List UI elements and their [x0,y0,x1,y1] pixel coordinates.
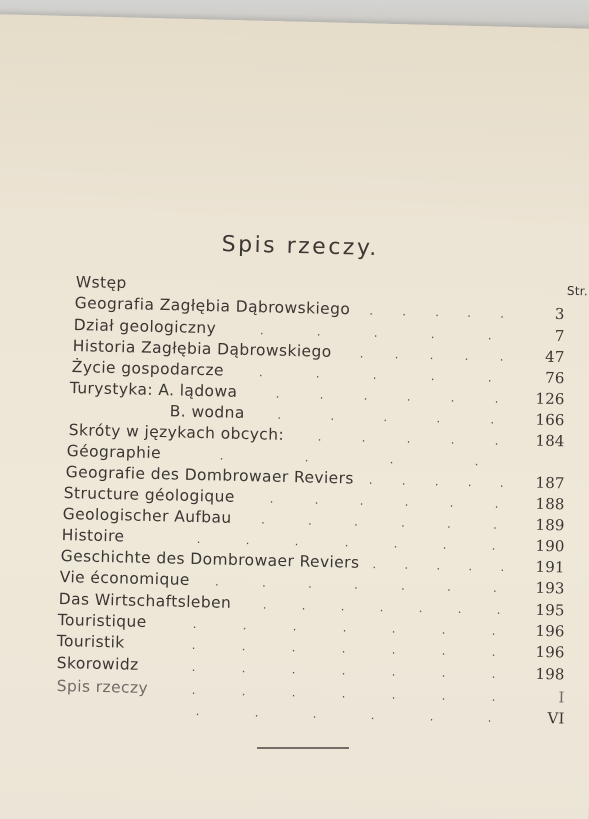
leader-dot: . [418,601,424,616]
leader-dot: . [487,710,493,725]
page-column-header: Str. [566,283,588,299]
leader-dot: . [499,349,505,364]
toc-entry-label: Geschichte des Dombrowaer Reviers [60,547,360,572]
leader-dot: . [269,491,275,506]
leader-dot: . [291,662,297,677]
leader-dot: . [436,558,441,573]
leader-dot: . [307,576,313,591]
leader-dot: . [404,557,409,572]
leader-dot: . [319,387,325,402]
leader-dot: . [496,602,502,618]
leader-dot: . [492,580,498,595]
toc-entry-page: 196 [535,642,565,662]
leader-dot: . [491,538,497,553]
leader-dot: . [487,370,493,385]
toc-entry-page: 3 [554,304,565,324]
toc-entry-page: VI [547,709,565,728]
leader-dot: . [430,369,436,384]
leader-dot: . [441,622,447,637]
leader-dot: . [491,689,497,704]
leader-dot: . [491,644,497,659]
leader-dot: . [468,559,473,574]
leader-dot: . [316,324,322,339]
leader-dot: . [361,430,367,445]
leader-dot: . [406,431,412,446]
leader-dot: . [494,433,500,448]
toc-entry-label: Spis rzeczy [56,677,149,698]
leader-dot: . [487,328,493,343]
leader-dot: . [341,641,347,656]
leader-dot: . [191,660,197,675]
toc-entry-label: Geografie des Dombrowaer Reviers [65,463,355,488]
leader-dot: . [369,303,374,318]
leader-dot: . [400,515,406,530]
leader-dot: . [241,639,247,654]
leader-dot: . [457,602,463,617]
leader-dot: . [446,579,452,594]
toc-entry-label: Życie gospodarcze [71,358,225,380]
toc-entry-label: Structure géologique [63,484,235,506]
toc-entry-label: Skorowidz [56,654,139,674]
toc-entry-page: 189 [535,515,565,535]
toc-entry-label: Histoire [61,526,125,546]
leader-dot: . [442,537,448,552]
leader-dot: . [342,620,348,635]
leader-dot: . [277,407,282,422]
leader-dot: . [406,389,412,404]
leader-dot: . [312,706,318,721]
toc-entry-page: 126 [535,389,565,409]
leader-dot: . [307,513,313,528]
leader-dot: . [389,452,395,467]
leader-dots [353,470,517,494]
leader-dot: . [370,708,376,723]
leader-dot: . [363,388,369,403]
leader-dot: . [391,642,397,657]
leader-dot: . [359,346,365,361]
leader-dot: . [450,390,456,405]
leader-dot: . [441,665,447,680]
leader-dot: . [500,306,505,321]
leader-dot: . [192,617,198,632]
leader-dot: . [344,535,350,550]
leader-dot: . [301,598,307,613]
leader-dot: . [260,512,266,527]
leader-dot: . [242,618,248,633]
toc-entry-page: 190 [535,536,565,556]
toc-entry-label: Touristique [57,611,147,632]
leader-dot: . [500,559,505,575]
toc-entry-page: 47 [544,347,565,367]
leader-dot: . [499,475,505,490]
leader-dot: . [317,429,323,444]
toc-entry-label: Skróty w językach obcych: [68,421,285,444]
toc-entry-page: 187 [535,473,565,493]
leader-dot: . [341,686,347,701]
leader-dot: . [359,493,365,508]
leader-dot: . [245,533,251,548]
toc-entry-label: Touristik [56,632,125,652]
leader-dot: . [429,709,435,724]
toc-entry-label: Das Wirtschaftsleben [58,590,232,612]
leader-dot: . [292,619,298,634]
leader-dot: . [404,494,410,509]
leader-dot: . [195,704,201,719]
leader-dot: . [401,473,407,488]
toc-entry-page: 166 [535,410,565,430]
leader-dot: . [446,516,452,531]
leader-dot: . [353,514,359,529]
toc-entry-label: Wstęp [75,273,127,293]
leader-dot: . [494,496,500,511]
leader-dot: . [196,532,202,547]
leader-dot: . [464,348,470,363]
page-title: Spis rzeczy. [221,232,380,262]
toc-entry-page: 188 [535,494,565,514]
leader-dots [353,300,517,324]
leader-dot: . [304,450,310,465]
leader-dot: . [294,534,300,549]
toc-entry-label: Dział geologiczny [73,316,217,338]
leader-dot: . [494,391,500,406]
leader-dot: . [314,492,320,507]
leader-dot: . [261,575,267,590]
leader-dots [356,554,517,578]
leader-dot: . [330,408,335,424]
leader-dot: . [191,638,197,653]
toc-entry-label: Geografia Zagłębia Dąbrowskiego [74,294,351,319]
leader-dot: . [368,472,374,487]
leader-dot: . [492,517,498,532]
leader-dot: . [394,347,400,362]
toc-entry-page: 7 [554,326,565,346]
toc-entry-page: 195 [535,600,565,620]
toc-entry-label: Turystyka: A. lądowa [69,379,238,401]
toc-entry-page: 196 [535,621,565,641]
toc-entry-label: B. wodna [169,402,245,422]
leader-dot: . [491,666,497,681]
leader-dot: . [436,411,441,426]
leader-dot: . [391,687,397,702]
leader-dot: . [241,661,247,676]
leader-dot: . [372,557,377,572]
toc-entry-page: 198 [535,664,565,684]
closing-rule [257,747,349,749]
leader-dot: . [393,536,399,551]
leader-dot: . [373,325,379,340]
leader-dot: . [490,412,495,427]
leader-dot: . [219,448,225,463]
leader-dot: . [259,323,265,338]
leader-dot: . [430,327,436,342]
leader-dot: . [275,386,281,401]
leader-dot: . [391,664,397,679]
leader-dot: . [429,348,435,363]
leader-dot: . [402,304,407,319]
leader-dot: . [262,597,268,612]
leader-dot: . [241,684,247,699]
leader-dot: . [467,305,472,320]
leader-dot: . [340,599,346,614]
toc-entry-label: Historia Zagłębia Dąbrowskiego [72,337,332,361]
leader-dot: . [467,475,473,490]
leader-dot: . [474,454,480,469]
leader-dot: . [441,643,447,658]
leader-dot: . [191,683,197,698]
leader-dot: . [258,365,264,380]
leader-dot: . [379,600,385,615]
leader-dot: . [291,685,297,700]
leader-dot: . [341,663,347,678]
toc-entry-page: 191 [535,557,565,577]
leader-dots [342,343,516,367]
toc-entry-page: I [558,688,565,707]
leader-dot: . [441,688,447,703]
toc-entry-page: 76 [544,368,565,388]
leader-dot: . [291,640,297,655]
leader-dot: . [449,495,455,510]
leader-dot: . [254,705,260,720]
leader-dot: . [400,578,406,593]
leader-dot: . [491,623,497,638]
leader-dot: . [434,474,440,489]
leader-dot: . [383,410,388,425]
toc-entry-label: Geologischer Aufbau [62,505,232,527]
toc-entry-page: 193 [535,578,565,598]
leader-dot: . [353,577,359,592]
leader-dot: . [315,366,321,381]
leader-dot: . [372,367,378,382]
leader-dot: . [450,432,456,447]
toc-entry-page: 184 [535,431,565,451]
leader-dot: . [391,621,397,636]
toc-entry-label: Géographie [66,442,162,463]
toc-entry-label: Vie économique [59,568,191,589]
leader-dot: . [435,305,440,320]
leader-dot: . [214,574,220,589]
